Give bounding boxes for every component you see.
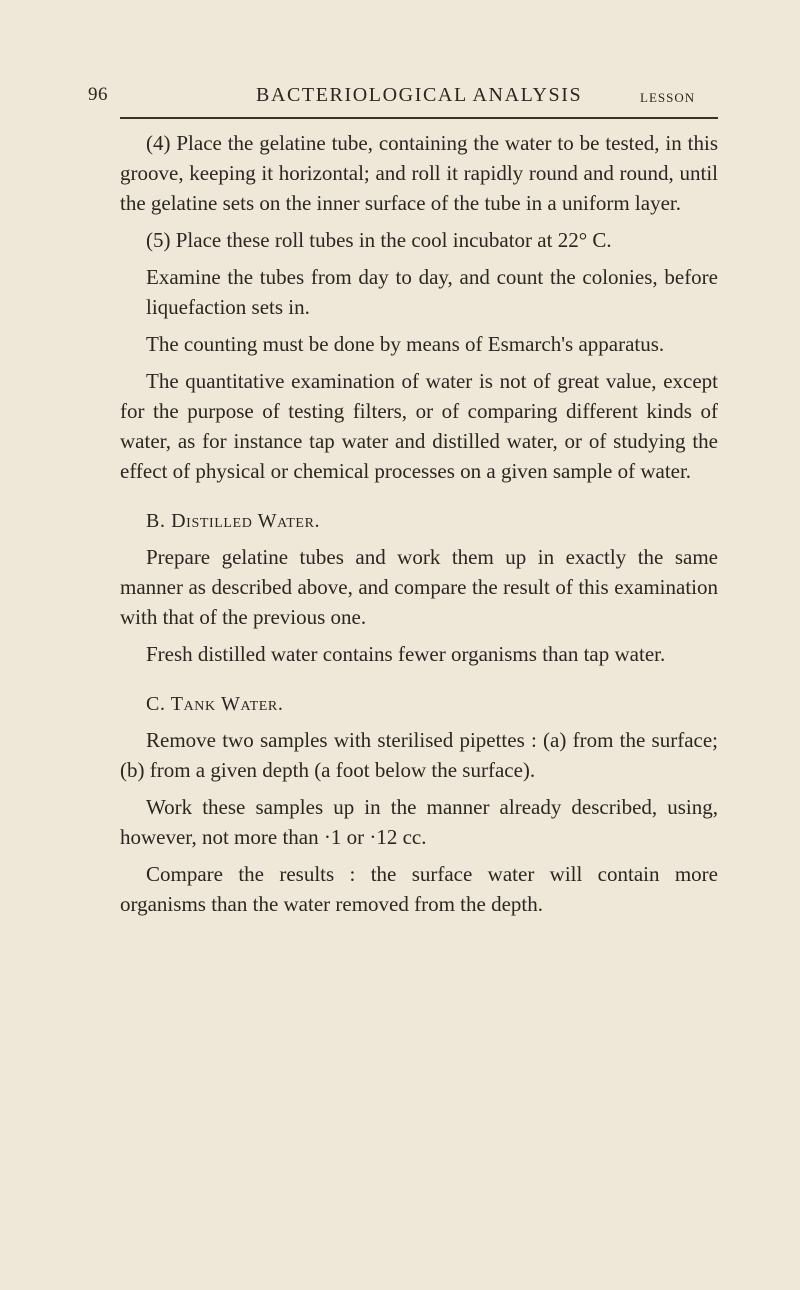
paragraph-fresh-distilled: Fresh distilled water contains fewer organisms than tap water. <box>146 642 666 666</box>
paragraph-step-5: (5) Place these roll tubes in the cool incubator at 22° C. <box>146 228 612 252</box>
running-title: BACTERIOLOGICAL ANALYSIS <box>256 84 583 106</box>
heading-distilled-water: B. Distilled Water. <box>146 510 321 532</box>
page-number: 96 <box>88 84 108 105</box>
paragraph-prepare: Prepare gelatine tubes and work them up in exactly the same manner as described above, and compare the result of this examination with that of the previous one. <box>120 545 718 629</box>
heading-tank-water: C. Tank Water. <box>146 693 284 715</box>
paragraph-quantitative: The quantitative examination of water is not of great value, except for the purpose of testing filters, or of comparing different kinds of water, as for instance tap water and distilled water, or of studying the effect of physical or chemical processes on a given sample of water. <box>120 369 718 483</box>
paragraph-examine: Examine the tubes from day to day, and count the colonies, before liquefaction sets in. <box>146 265 718 319</box>
running-section-label: LESSON <box>640 90 696 105</box>
page-header <box>88 84 708 114</box>
paragraph-compare-results: Compare the results : the surface water will contain more organisms than the water removed from the depth. <box>120 862 718 916</box>
paragraph-work-samples: Work these samples up in the manner already described, using, however, not more than ·1 or ·12 cc. <box>120 795 718 849</box>
paragraph-counting: The counting must be done by means of Esmarch's apparatus. <box>146 332 665 356</box>
body-text <box>120 128 718 919</box>
paragraph-step-4: (4) Place the gelatine tube, containing the water to be tested, in this groove, keeping it horizontal; and roll it rapidly round and round, until the gelatine sets on the inner surface of the tube in a uniform layer. <box>120 131 718 215</box>
header-rule <box>120 117 718 119</box>
paragraph-remove-samples: Remove two samples with sterilised pipettes : (a) from the surface; (b) from a given depth (a foot below the surface). <box>120 728 718 782</box>
